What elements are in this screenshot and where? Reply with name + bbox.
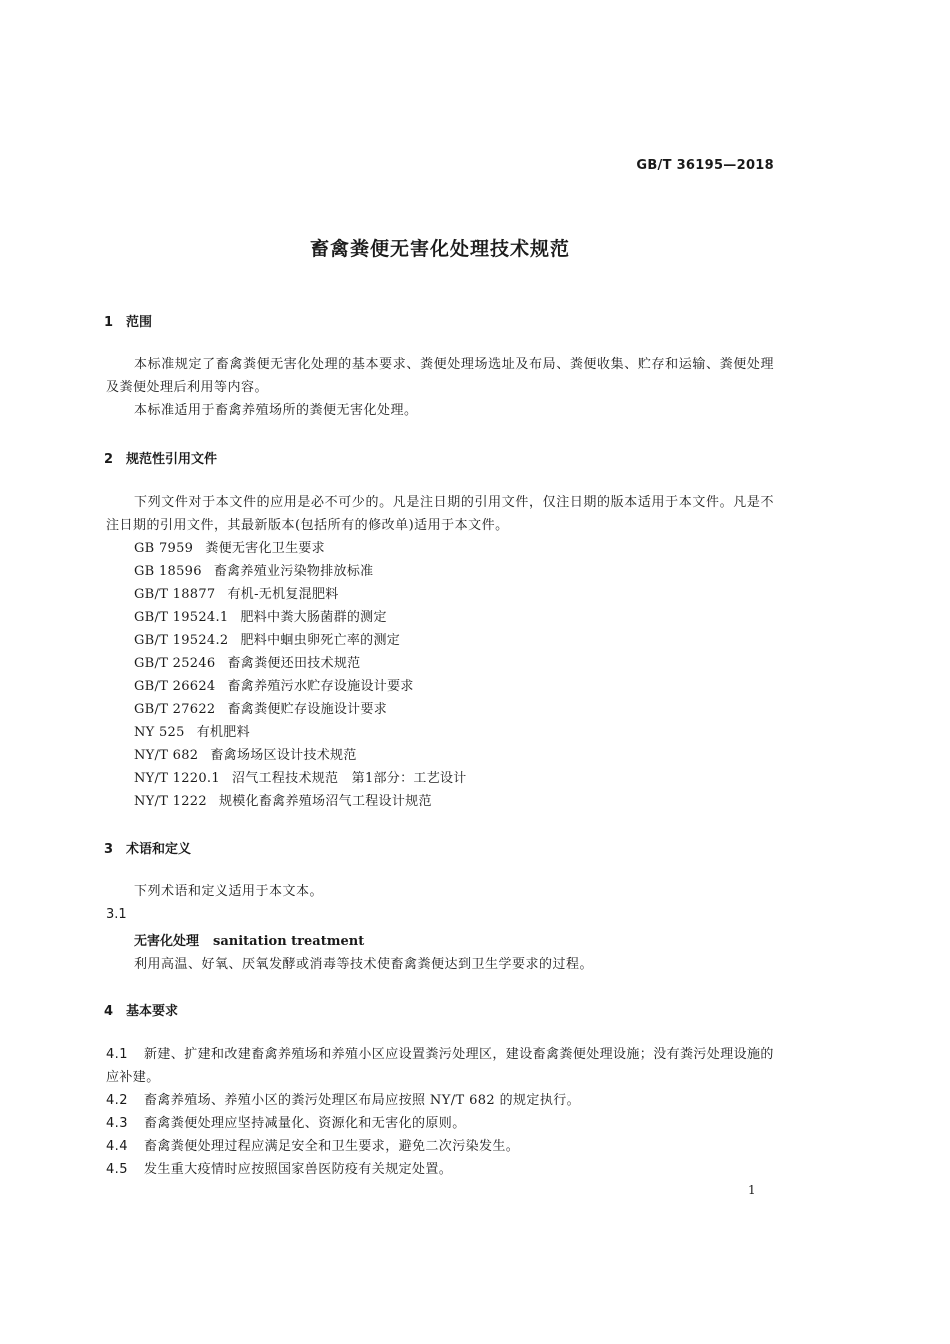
term-definition: 利用高温、好氧、厌氧发酵或消毒等技术使畜禽粪便达到卫生学要求的过程。: [134, 957, 594, 972]
reference-name: 肥料中粪大肠菌群的测定: [240, 610, 387, 625]
requirement-text: 畜禽养殖场、养殖小区的粪污处理区布局应按照 NY/T 682 的规定执行。: [144, 1093, 581, 1108]
requirement-number: 4.4: [106, 1139, 128, 1154]
reference-name: 粪便无害化卫生要求: [205, 541, 325, 556]
reference-code: NY/T 1220.1: [134, 771, 220, 786]
requirement-text: 畜禽粪便处理应坚持减量化、资源化和无害化的原则。: [144, 1116, 466, 1131]
section-1-heading: [104, 311, 152, 330]
requirement-number: 4.2: [106, 1093, 128, 1108]
list-item: [134, 767, 467, 790]
reference-name: 肥料中蛔虫卵死亡率的测定: [240, 633, 401, 648]
section-number: 2: [104, 452, 114, 467]
scope-paragraph-2: 本标准适用于畜禽养殖场所的粪便无害化处理。: [134, 403, 418, 418]
standard-code: GB/T 36195—2018: [636, 158, 774, 173]
reference-code: GB 7959: [134, 541, 194, 556]
page-number: 1: [748, 1183, 756, 1197]
requirement-text: 发生重大疫情时应按照国家兽医防疫有关规定处置。: [144, 1162, 453, 1177]
list-item: [134, 721, 467, 744]
requirement-item: [106, 1043, 774, 1089]
document-title: 畜禽粪便无害化处理技术规范: [309, 238, 570, 260]
requirement-text: 新建、扩建和改建畜禽养殖场和养殖小区应设置粪污处理区，建设畜禽粪便处理设施；没有粪污处理设施的应补建。: [106, 1047, 774, 1085]
reference-code: GB/T 19524.1: [134, 610, 229, 625]
reference-code: GB/T 18877: [134, 587, 216, 602]
requirement-text: 畜禽粪便处理过程应满足安全和卫生要求，避免二次污染发生。: [144, 1139, 520, 1154]
requirement-number: 4.3: [106, 1116, 128, 1131]
list-item: [134, 698, 467, 721]
requirement-number: 4.1: [106, 1047, 128, 1062]
section-number: 3: [104, 842, 114, 857]
reference-name: 畜禽场场区设计技术规范: [210, 748, 357, 763]
reference-code: GB/T 26624: [134, 679, 216, 694]
section-title: 范围: [126, 315, 153, 330]
reference-name: 畜禽养殖业污染物排放标准: [213, 564, 374, 579]
reference-name: 有机肥料: [196, 725, 250, 740]
section-4-heading: [104, 1000, 178, 1019]
reference-code: NY/T 1222: [134, 794, 207, 809]
term-chinese: 无害化处理: [134, 934, 200, 949]
list-item: [134, 790, 467, 813]
reference-code: GB/T 25246: [134, 656, 216, 671]
list-item: [134, 675, 467, 698]
section-2-heading: [104, 448, 217, 467]
requirement-item: [106, 1112, 774, 1135]
section-title: 规范性引用文件: [126, 452, 218, 467]
section-title: 术语和定义: [126, 842, 192, 857]
section-3-heading: [104, 838, 191, 857]
terms-intro: 下列术语和定义适用于本文本。: [134, 884, 324, 899]
list-item: [134, 629, 467, 652]
section-title: 基本要求: [126, 1004, 179, 1019]
reference-name: 畜禽养殖污水贮存设施设计要求: [227, 679, 414, 694]
term-english: sanitation treatment: [213, 934, 365, 949]
reference-name: 有机-无机复混肥料: [227, 587, 339, 602]
term-name: [134, 930, 364, 949]
list-item: [134, 606, 467, 629]
reference-name: 畜禽粪便贮存设施设计要求: [227, 702, 388, 717]
requirement-item: [106, 1089, 774, 1112]
reference-code: GB/T 27622: [134, 702, 216, 717]
reference-code: GB/T 19524.2: [134, 633, 229, 648]
scope-paragraph-1: 本标准规定了畜禽粪便无害化处理的基本要求、粪便处理场选址及布局、粪便收集、贮存和运输、粪便处理及粪便处理后利用等内容。: [106, 357, 774, 395]
reference-code: NY/T 682: [134, 748, 199, 763]
list-item: [134, 537, 467, 560]
requirement-item: [106, 1135, 774, 1158]
section-number: 1: [104, 315, 114, 330]
references-intro: 下列文件对于本文件的应用是必不可少的。凡是注日期的引用文件，仅注日期的版本适用于本文件。凡是不注日期的引用文件，其最新版本(包括所有的修改单)适用于本文件。: [106, 495, 774, 533]
reference-name: 畜禽粪便还田技术规范: [227, 656, 361, 671]
reference-code: GB 18596: [134, 564, 202, 579]
reference-name: 规模化畜禽养殖场沼气工程设计规范: [218, 794, 432, 809]
list-item: [134, 583, 467, 606]
term-number: 3.1: [106, 907, 127, 922]
list-item: [134, 652, 467, 675]
list-item: [134, 744, 467, 767]
reference-list: [134, 537, 467, 813]
requirement-item: [106, 1158, 774, 1181]
requirement-number: 4.5: [106, 1162, 128, 1177]
reference-code: NY 525: [134, 725, 185, 740]
section-number: 4: [104, 1004, 114, 1019]
list-item: [134, 560, 467, 583]
reference-name: 沼气工程技术规范 第1部分：工艺设计: [231, 771, 467, 786]
